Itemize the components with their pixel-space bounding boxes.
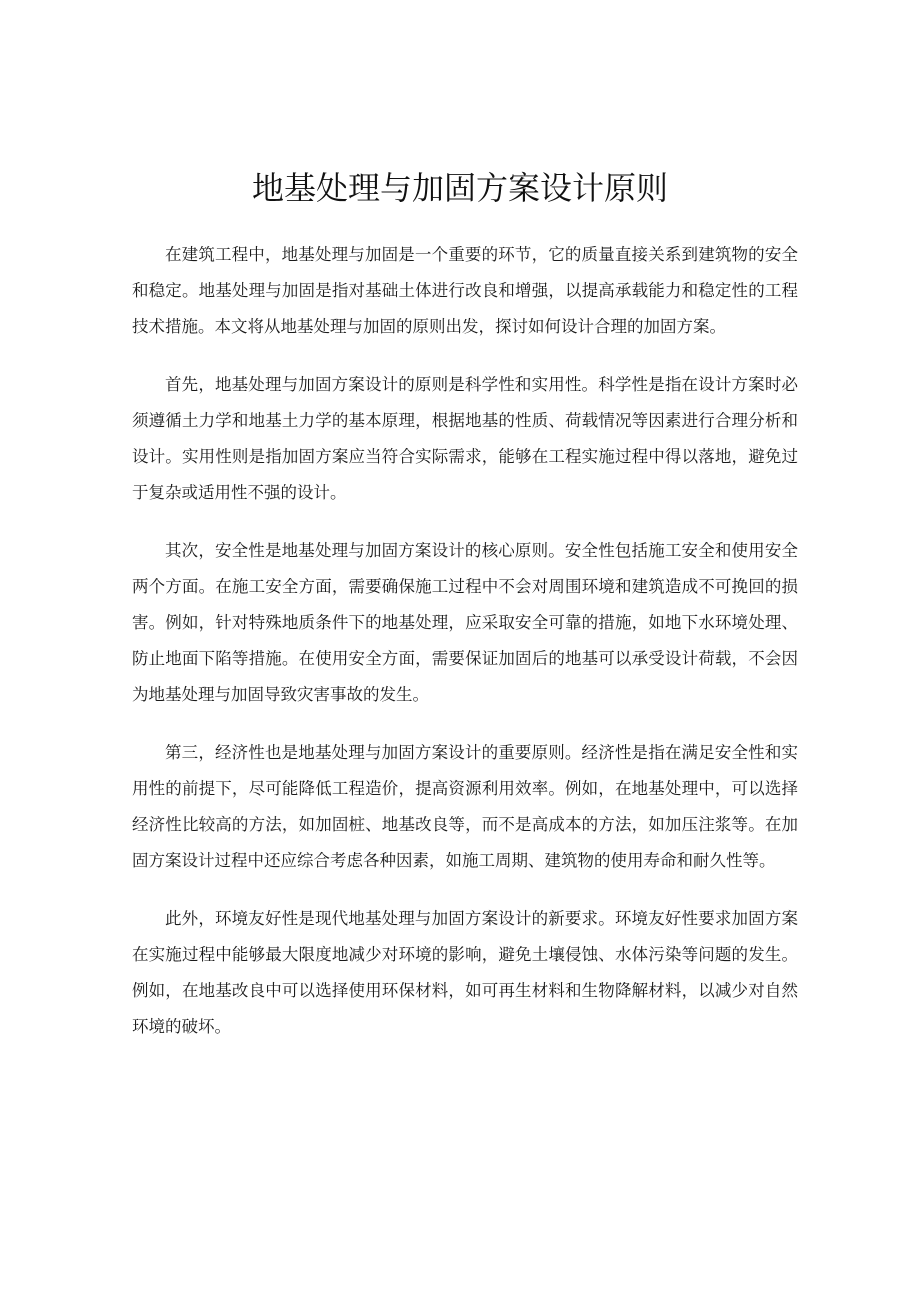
paragraph-environment: 此外，环境友好性是现代地基处理与加固方案设计的新要求。环境友好性要求加固方案在实施过程中能够最大限度地减少对环境的影响，避免土壤侵蚀、水体污染等问题的发生。例如，在地基改良中可以选择使用环保材料，如可再生材料和生物降解材料，以减少对自然环境的破坏。 bbox=[132, 909, 798, 1036]
document-body bbox=[132, 237, 798, 1067]
document-title: 地基处理与加固方案设计原则 bbox=[251, 169, 668, 207]
paragraph-scientific-practical: 首先，地基处理与加固方案设计的原则是科学性和实用性。科学性是指在设计方案时必须遵循土力学和地基土力学的基本原理，根据地基的性质、荷载情况等因素进行合理分析和设计。实用性则是指加固方案应当符合实际需求，能够在工程实施过程中得以落地，避免过于复杂或适用性不强的设计。 bbox=[132, 375, 798, 502]
paragraph-economy: 第三，经济性也是地基处理与加固方案设计的重要原则。经济性是指在满足安全性和实用性的前提下，尽可能降低工程造价，提高资源利用效率。例如，在地基处理中，可以选择经济性比较高的方法，如加固桩、地基改良等，而不是高成本的方法，如加压注浆等。在加固方案设计过程中还应综合考虑各种因素，如施工周期、建筑物的使用寿命和耐久性等。 bbox=[132, 743, 798, 870]
paragraph-safety: 其次，安全性是地基处理与加固方案设计的核心原则。安全性包括施工安全和使用安全两个方面。在施工安全方面，需要确保施工过程中不会对周围环境和建筑造成不可挽回的损害。例如，针对特殊地质条件下的地基处理，应采取安全可靠的措施，如地下水环境处理、防止地面下陷等措施。在使用安全方面，需要保证加固后的地基可以承受设计荷载，不会因为地基处理与加固导致灾害事故的发生。 bbox=[132, 541, 798, 704]
paragraph-intro: 在建筑工程中，地基处理与加固是一个重要的环节，它的质量直接关系到建筑物的安全和稳定。地基处理与加固是指对基础土体进行改良和增强，以提高承载能力和稳定性的工程技术措施。本文将从地基处理与加固的原则出发，探讨如何设计合理的加固方案。 bbox=[132, 245, 798, 336]
